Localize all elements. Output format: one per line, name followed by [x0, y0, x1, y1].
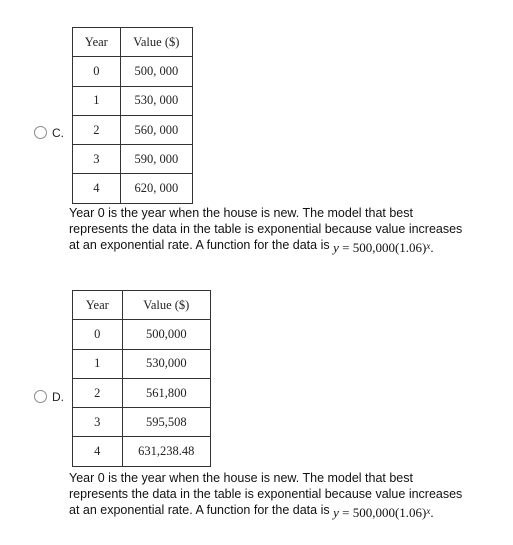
- function-expression: [333, 505, 434, 520]
- year-cell: 3: [73, 145, 121, 174]
- data-table: [72, 27, 193, 204]
- year-cell: 2: [73, 378, 123, 407]
- data-table: [72, 290, 211, 467]
- table-header-row: [73, 291, 211, 320]
- function-rhs: = 500,000(1.06): [338, 505, 427, 520]
- year-cell: 4: [73, 174, 121, 203]
- description-line-with-function: [69, 502, 462, 518]
- table-row: [73, 437, 211, 466]
- value-cell: 530, 000: [120, 86, 192, 115]
- table-row: [73, 408, 211, 437]
- year-cell: 2: [73, 115, 121, 144]
- column-header-year: Year: [73, 28, 121, 57]
- value-cell: 631,238.48: [122, 437, 210, 466]
- description-line: represents the data in the table is exponential because value increases: [69, 222, 463, 236]
- table-row: [73, 115, 193, 144]
- table-row: [73, 320, 211, 349]
- function-rhs: = 500,000(1.06): [338, 240, 427, 255]
- table-row: [73, 145, 193, 174]
- value-cell: 500, 000: [120, 57, 192, 86]
- table-row: [73, 349, 211, 378]
- value-cell: 595,508: [122, 408, 210, 437]
- radio-button-option-d[interactable]: [34, 390, 47, 403]
- function-exponent: x: [426, 506, 431, 516]
- description-line-with-function: [69, 237, 462, 253]
- value-cell: 590, 000: [120, 145, 192, 174]
- year-cell: 1: [73, 349, 123, 378]
- year-cell: 1: [73, 86, 121, 115]
- column-header-value: Value ($): [122, 291, 210, 320]
- function-expression: [333, 240, 434, 255]
- function-end: .: [430, 505, 434, 520]
- option-letter: D.: [52, 390, 64, 404]
- value-cell: 500,000: [122, 320, 210, 349]
- function-exponent: x: [426, 241, 431, 251]
- answer-option-d[interactable]: [0, 268, 513, 545]
- function-end: .: [430, 240, 434, 255]
- year-cell: 3: [73, 408, 123, 437]
- description-line: Year 0 is the year when the house is new. The model that best: [69, 471, 413, 485]
- value-cell: 620, 000: [120, 174, 192, 203]
- year-cell: 0: [73, 320, 123, 349]
- value-cell: 530,000: [122, 349, 210, 378]
- table-row: [73, 378, 211, 407]
- table-row: [73, 57, 193, 86]
- radio-button-option-c[interactable]: [34, 126, 47, 139]
- description-line: Year 0 is the year when the house is new. The model that best: [69, 206, 413, 220]
- column-header-year: Year: [73, 291, 123, 320]
- table-row: [73, 86, 193, 115]
- description-line: represents the data in the table is exponential because value increases: [69, 487, 463, 501]
- option-letter: C.: [52, 126, 64, 140]
- year-cell: 0: [73, 57, 121, 86]
- function-lhs: y: [333, 505, 339, 520]
- function-lhs: y: [333, 240, 339, 255]
- option-description: [69, 205, 462, 253]
- year-cell: 4: [73, 437, 123, 466]
- answer-option-c[interactable]: [0, 0, 513, 268]
- value-cell: 561,800: [122, 378, 210, 407]
- option-description: [69, 470, 462, 518]
- column-header-value: Value ($): [120, 28, 192, 57]
- description-line: at an exponential rate. A function for the data is: [69, 503, 330, 517]
- description-line: at an exponential rate. A function for the data is: [69, 238, 330, 252]
- value-cell: 560, 000: [120, 115, 192, 144]
- table-header-row: [73, 28, 193, 57]
- table-row: [73, 174, 193, 203]
